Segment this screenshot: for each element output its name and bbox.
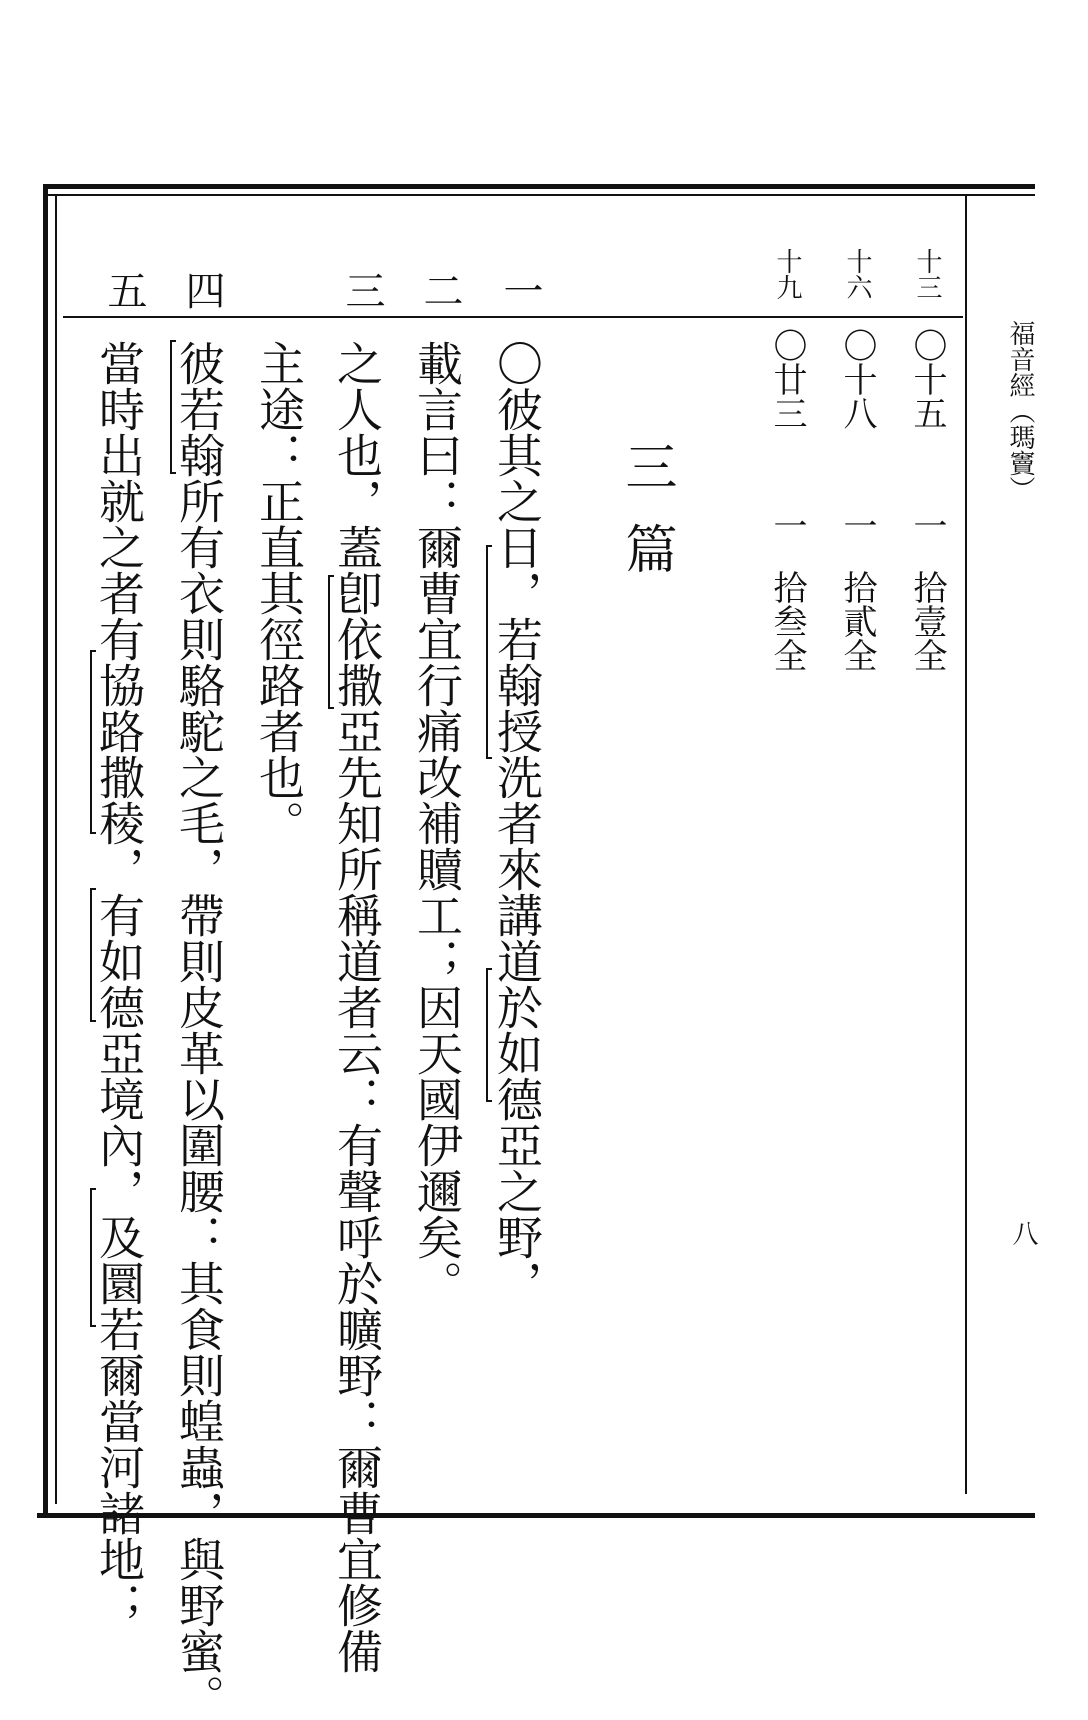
verse-number: 二 [417,270,463,310]
verse-number: 五 [101,270,147,310]
ref-mark: 一 [837,508,877,542]
proper-name-mark [170,340,176,474]
verse-number: 四 [179,270,225,310]
proper-name-mark [328,575,334,709]
header-rule [63,316,963,318]
ref-chapter: 十九 [772,248,802,300]
left-border-inner [55,194,57,1504]
top-border [45,184,1035,189]
ref-chapter: 十六 [842,248,872,300]
verse-text: 〇彼其之日，若翰授洗者來講道於如德亞之野， [490,340,544,1306]
verse-text: 載言曰：爾曹宜行痛改補贖工；因天國伊邇矣。 [410,340,464,1306]
ref-chapter: 十三 [912,248,942,300]
verse-text: 當時出就之者有協路撒稜，有如德亞境內，及圜若爾當河諸地； [92,340,146,1628]
ref-verse: 〇十五 [907,328,947,430]
verse-text: 之人也，蓋卽依撒亞先知所稱道者云：有聲呼於曠野：爾曹宜修備 [330,340,384,1674]
ref-mark: 一 [907,508,947,542]
proper-name-mark [90,888,96,1022]
proper-name-mark [90,1188,96,1327]
verse-number: 三 [339,270,385,310]
left-border [43,184,48,1518]
verse-text: 彼若翰所有衣則駱駝之毛，帶則皮革以圍腰：其食則蝗蟲，與野蜜。 [172,340,226,1720]
verse-number: 一 [497,270,543,310]
ref-cross: 拾叁全 [767,570,807,672]
ref-cross: 拾貳全 [837,570,877,672]
book-title: 福音經（瑪竇） [1005,320,1035,502]
ref-mark: 一 [767,508,807,542]
ref-verse: 〇十八 [837,328,877,430]
verse-text: 主途：正直其徑路者也。 [252,340,306,846]
right-inner-border [965,194,967,1494]
chapter-title: 三篇 [616,440,676,604]
proper-name-mark [486,968,492,1102]
proper-name-mark [486,545,492,759]
proper-name-mark [90,650,96,834]
ref-cross: 拾壹全 [907,570,947,672]
top-border-inner [45,194,1035,196]
ref-verse: 〇廿三 [767,328,807,430]
page-number: 八 [1008,1220,1038,1246]
